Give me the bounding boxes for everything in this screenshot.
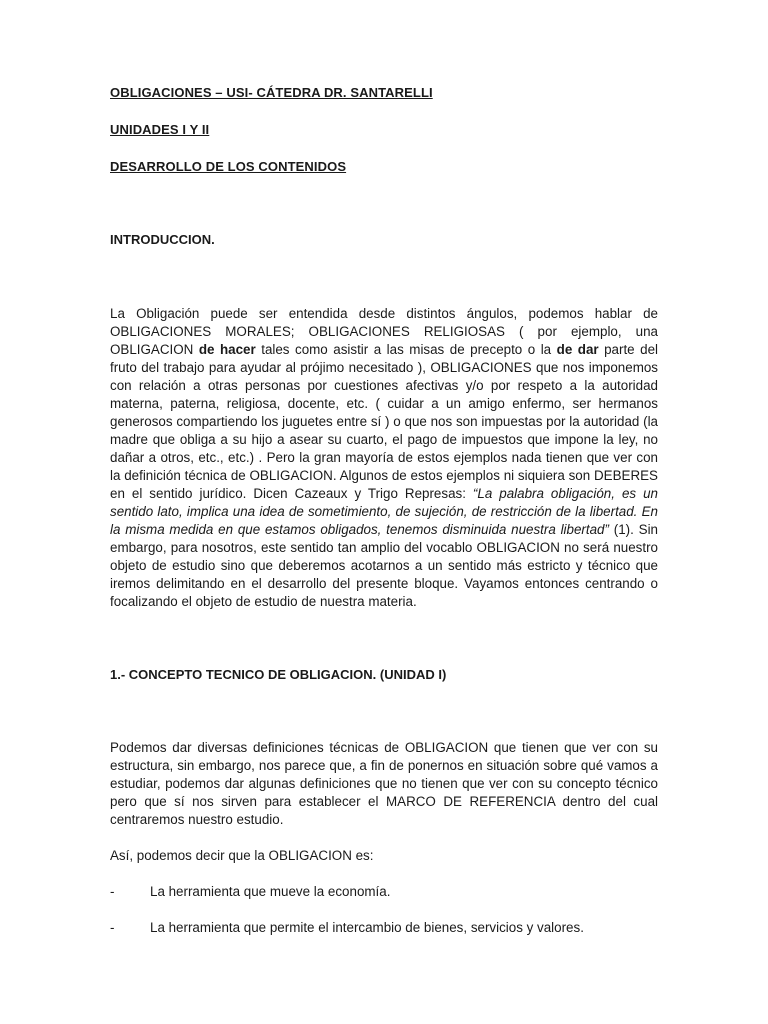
list-item	[110, 883, 658, 901]
list-item-text: La herramienta que permite el intercambio de bienes, servicios y valores.	[150, 920, 584, 935]
intro-paragraph	[110, 305, 658, 611]
intro-heading: INTRODUCCION.	[110, 232, 215, 247]
intro-text-f: (1). Sin embargo, para nosotros, este sentido tan amplio del vocablo OBLIGACION no será nuestro objeto de estudio sino que deberemos acotarnos a un sentido más estricto y técnico que iremos delimitando en el desarrollo del presente bloque. Vayamos entonces centrando o focalizando el objeto de estudio de nuestra materia.	[110, 522, 658, 609]
intro-bold-hacer: de hacer	[198, 342, 256, 357]
section1-paragraph: Podemos dar diversas definiciones técnicas de OBLIGACION que tienen que ver con su estructura, sin embargo, nos parece que, a fin de ponernos en situación sobre qué vamos a estudiar, podemos dar algunas definiciones que no tienen que ver con su concepto técnico pero que sí nos sirven para establecer el MARCO DE REFERENCIA dentro del cual centraremos nuestro estudio.	[110, 740, 658, 827]
units-heading: UNIDADES I Y II	[110, 122, 210, 137]
document-title: OBLIGACIONES – USI- CÁTEDRA DR. SANTARELLI	[110, 85, 433, 100]
list-item-text: La herramienta que mueve la economía.	[150, 884, 391, 899]
section1-lead-in: Así, podemos decir que la OBLIGACION es:	[110, 848, 374, 863]
section1-heading: 1.- CONCEPTO TECNICO DE OBLIGACION. (UNIDAD I)	[110, 667, 447, 682]
list-bullet: -	[110, 920, 115, 935]
list-bullet: -	[110, 884, 115, 899]
contents-heading: DESARROLLO DE LOS CONTENIDOS	[110, 159, 347, 174]
document-page	[110, 84, 658, 937]
intro-quote: “La palabra obligación, es un sentido lato, implica una idea de sometimiento, de sujeción, de restricción de la libertad. En la misma medida en que estamos obligados, tenemos disminuida nuestra libertad”	[110, 486, 658, 537]
intro-text-c: tales como asistir a las misas de precepto o la	[255, 342, 557, 357]
intro-text-e: parte del fruto del trabajo para ayudar al prójimo necesitado ), OBLIGACIONES que nos imponemos con relación a otras personas por cuestiones afectivas y/o por respeto a la autoridad materna, paterna, religiosa, docente, etc. ( cuidar a un amigo enfermo, ser hermanos generosos compartiendo los juguetes entre sí ) o que nos son impuestas por la autoridad (la madre que obliga a su hijo a asear su cuarto, el pago de impuestos que impone la ley, no dañar a otros, etc., etc.) . Pero la gran mayoría de estos ejemplos nada tienen que ver con la definición técnica de OBLIGACION. Algunos de estos ejemplos ni siquiera son DEBERES en el sentido jurídico. Dicen Cazeaux y Trigo Represas:	[110, 342, 659, 501]
intro-bold-dar: de dar	[556, 342, 599, 357]
list-item	[110, 919, 658, 937]
intro-text-a: La Obligación puede ser entendida desde distintos ángulos, podemos hablar de OBLIGACIONES MORALES; OBLIGACIONES RELIGIOSAS ( por ejemplo, una OBLIGACION	[110, 306, 658, 357]
